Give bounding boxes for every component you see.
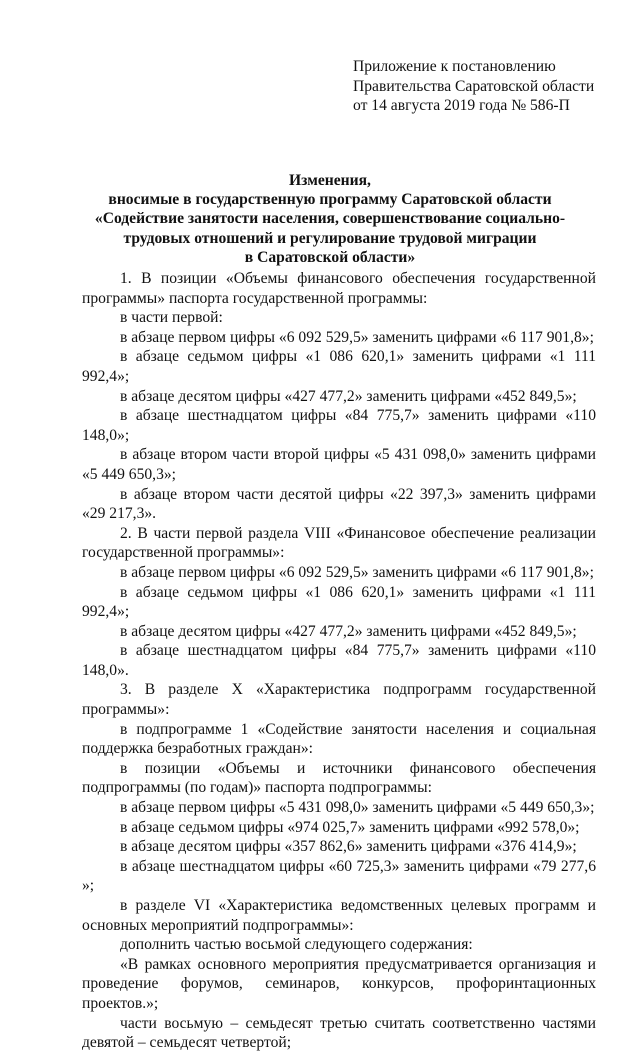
title-line: в Саратовской области» [244, 248, 416, 266]
title-line: «Содействие занятости населения, совершенствование социально- [94, 210, 566, 228]
title-line: Изменения, [289, 172, 371, 189]
document-title [60, 171, 600, 267]
paragraph: в абзаце десятом цифры «427 477,2» заменить цифрами «452 849,5»; [120, 622, 577, 640]
paragraph-item-1: 1. В позиции «Объемы финансового обеспечения государственной программы» паспорта государственной программы: [82, 270, 596, 307]
paragraph: в абзаце первом цифры «5 431 098,0» заменить цифрами «5 449 650,3»; [120, 799, 595, 817]
appendix-line: Правительства Саратовской области [353, 77, 595, 95]
paragraph: части восьмую – семьдесят третью считать соответственно частями девятой – семьдесят четвертой; [82, 1014, 596, 1052]
paragraph: в части первой: [120, 309, 223, 327]
paragraph: в абзаце первом цифры «6 092 529,5» заменить цифрами «6 117 901,8»; [120, 328, 594, 346]
paragraph: в абзаце втором части десятой цифры «22 397,3» заменить цифрами «29 217,3». [82, 485, 596, 523]
paragraph-quote: «В рамках основного мероприятия предусматривается организация и проведение форумов, семинаров, конкурсов, профоринтационных проектов.»; [82, 955, 596, 1012]
paragraph: в абзаце седьмом цифры «1 086 620,1» заменить цифрами «1 111 992,4»; [82, 348, 596, 385]
appendix-header [353, 57, 594, 116]
paragraph-item-2: 2. В части первой раздела VIII «Финансовое обеспечение реализации государственной программы»: [82, 524, 596, 562]
paragraph: в абзаце втором части второй цифры «5 431 098,0» заменить цифрами «5 449 650,3»; [82, 446, 596, 483]
paragraph: в абзаце шестнадцатом цифры «60 725,3» заменить цифрами «79 277,6 »; [82, 857, 596, 895]
paragraph: в абзаце седьмом цифры «974 025,7» заменить цифрами «992 578,0»; [120, 818, 580, 836]
paragraph: в абзаце первом цифры «6 092 529,5» заменить цифрами «6 117 901,8»; [120, 563, 594, 581]
paragraph: дополнить частью восьмой следующего содержания: [120, 936, 473, 954]
document-body [82, 269, 596, 1053]
paragraph: в абзаце шестнадцатом цифры «84 775,7» заменить цифрами «110 148,0». [82, 642, 596, 679]
title-line: вносимые в государственную программу Саратовской области [108, 191, 552, 209]
title-line: трудовых отношений и регулирование трудовой миграции [123, 229, 537, 247]
paragraph: в абзаце десятом цифры «427 477,2» заменить цифрами «452 849,5»; [120, 387, 577, 405]
paragraph-item-3: 3. В разделе X «Характеристика подпрограмм государственной программы»: [82, 681, 596, 719]
paragraph: в абзаце шестнадцатом цифры «84 775,7» заменить цифрами «110 148,0»; [82, 407, 596, 444]
paragraph: в разделе VI «Характеристика ведомственных целевых программ и основных мероприятий подпрограммы»: [82, 897, 596, 934]
paragraph: в подпрограмме 1 «Содействие занятости населения и социальная поддержка безработных граждан»: [82, 720, 596, 758]
appendix-line: Приложение к постановлению [353, 58, 556, 75]
appendix-line: от 14 августа 2019 года № 586-П [353, 97, 570, 114]
paragraph: в позиции «Объемы и источники финансового обеспечения подпрограммы (по годам)» паспорта подпрограммы: [82, 759, 596, 797]
paragraph: в абзаце десятом цифры «357 862,6» заменить цифрами «376 414,9»; [120, 838, 577, 856]
paragraph: в абзаце седьмом цифры «1 086 620,1» заменить цифрами «1 111 992,4»; [82, 583, 596, 621]
